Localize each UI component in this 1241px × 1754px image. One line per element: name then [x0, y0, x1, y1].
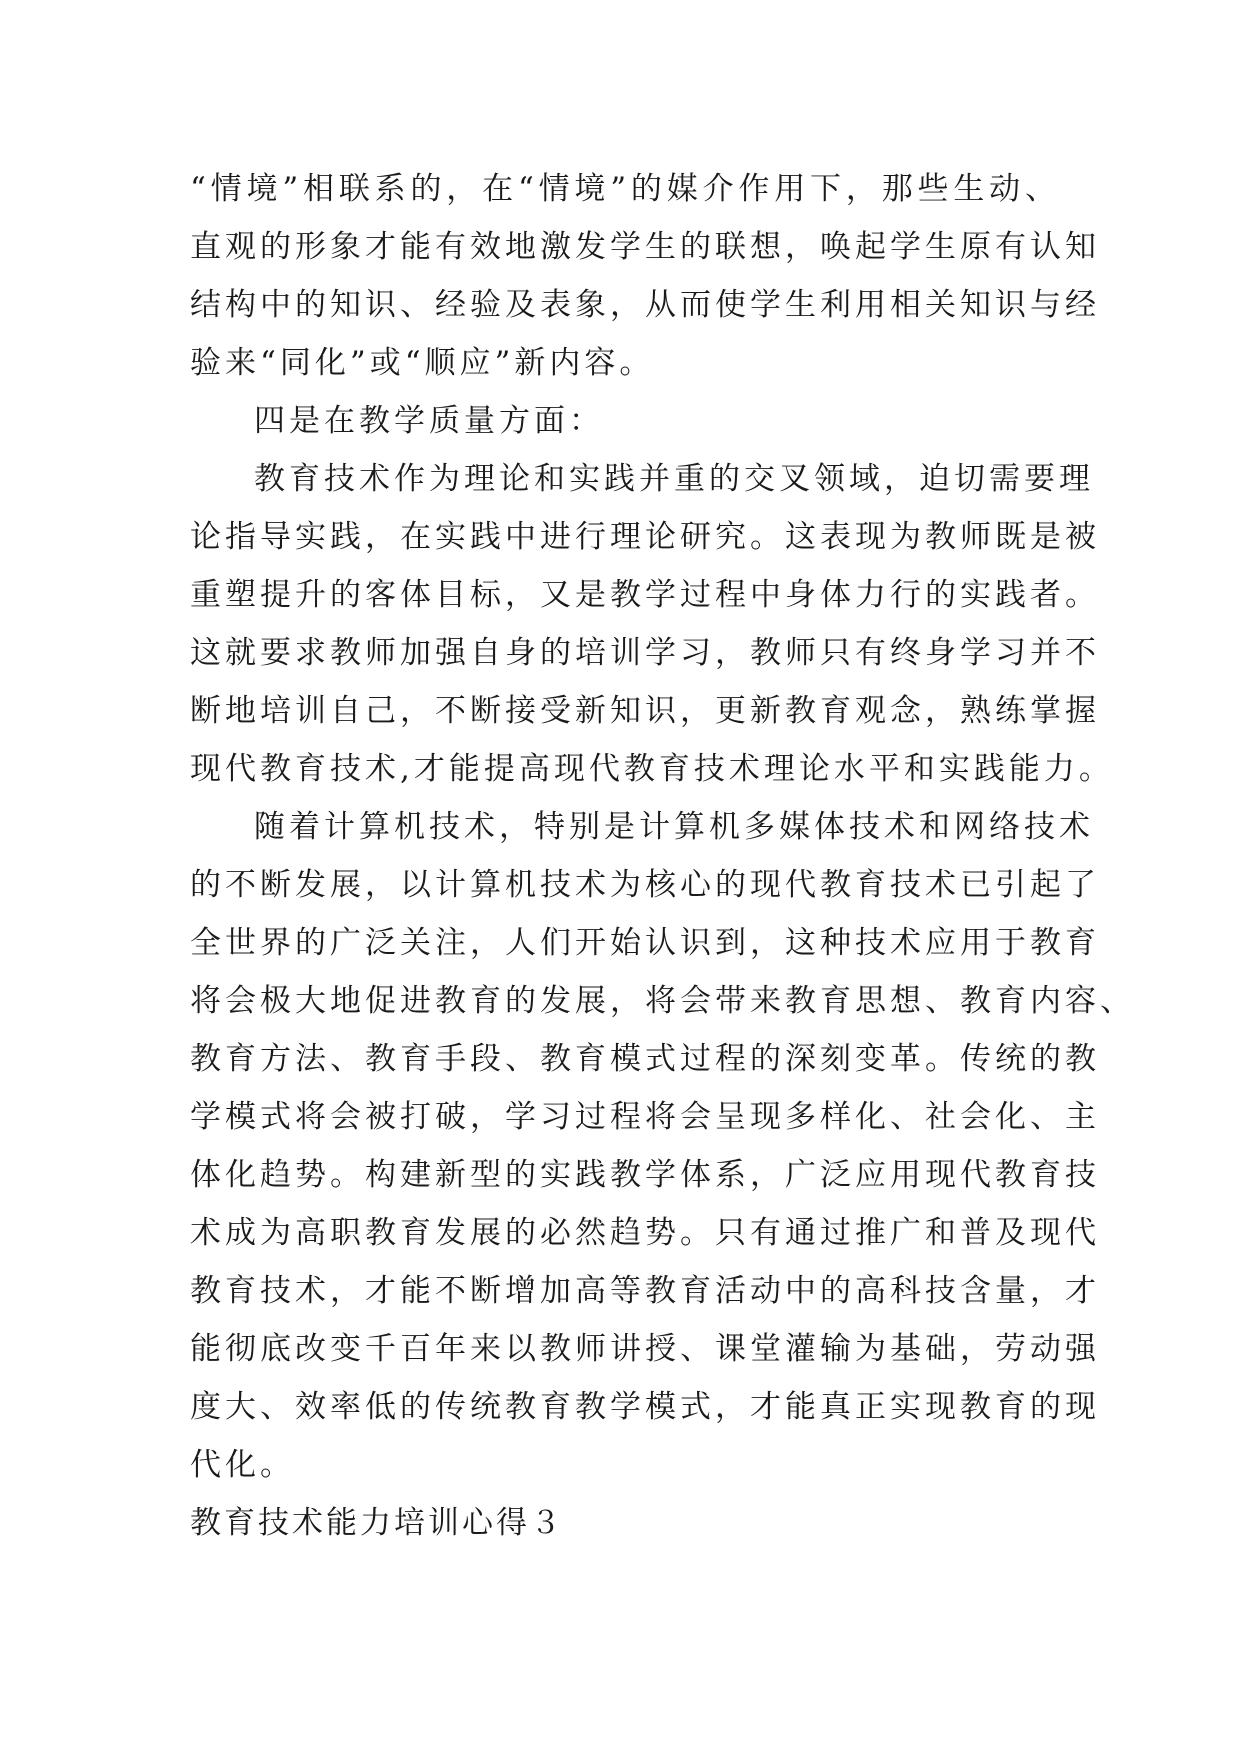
text-line: 术成为高职教育发展的必然趋势。只有通过推广和普及现代	[190, 1215, 1100, 1251]
text-line: 结构中的知识、经验及表象，从而使学生利用相关知识与经	[190, 287, 1100, 323]
paragraph-2	[190, 392, 1060, 450]
text-line: 重塑提升的客体目标，又是教学过程中身体力行的实践者。	[190, 577, 1100, 613]
text-line: 将会极大地促进教育的发展，将会带来教育思想、教育内容、	[190, 983, 1135, 1019]
text-line: 的不断发展，以计算机技术为核心的现代教育技术已引起了	[190, 867, 1100, 903]
text-line: 断地培训自己，不断接受新知识，更新教育观念，熟练掌握	[190, 693, 1100, 729]
document-body	[190, 160, 1135, 1552]
section-heading: 教育技术能力培训心得３	[190, 1505, 564, 1541]
text-line: 现代教育技术,才能提高现代教育技术理论水平和实践能力。	[190, 751, 1114, 787]
text-line: 全世界的广泛关注，人们开始认识到，这种技术应用于教育	[190, 925, 1100, 961]
text-line: 教育技术作为理论和实践并重的交叉领域，迫切需要理	[254, 461, 1094, 497]
text-line: 四是在教学质量方面：	[254, 403, 604, 439]
text-line: “情境”相联系的，在“情境”的媒介作用下，那些生动、	[190, 171, 1060, 207]
text-line: 随着计算机技术，特别是计算机多媒体技术和网络技术	[254, 809, 1094, 845]
text-line: 这就要求教师加强自身的培训学习，教师只有终身学习并不	[190, 635, 1100, 671]
text-line: 学模式将会被打破，学习过程将会呈现多样化、社会化、主	[190, 1099, 1100, 1135]
text-line: 代化。	[190, 1447, 295, 1483]
text-line: 教育技术，才能不断增加高等教育活动中的高科技含量，才	[190, 1273, 1100, 1309]
paragraph-3	[190, 450, 1114, 798]
paragraph-4	[190, 798, 1135, 1494]
text-line: 能彻底改变千百年来以教师讲授、课堂灌输为基础，劳动强	[190, 1331, 1100, 1367]
text-line: 度大、效率低的传统教育教学模式，才能真正实现教育的现	[190, 1389, 1100, 1425]
paragraph-1	[190, 160, 1100, 392]
text-line: 验来“同化”或“顺应”新内容。	[190, 345, 655, 381]
text-line: 教育方法、教育手段、教育模式过程的深刻变革。传统的教	[190, 1041, 1100, 1077]
text-line: 直观的形象才能有效地激发学生的联想，唤起学生原有认知	[190, 229, 1100, 265]
text-line: 体化趋势。构建新型的实践教学体系，广泛应用现代教育技	[190, 1157, 1100, 1193]
text-line: 论指导实践，在实践中进行理论研究。这表现为教师既是被	[190, 519, 1100, 555]
